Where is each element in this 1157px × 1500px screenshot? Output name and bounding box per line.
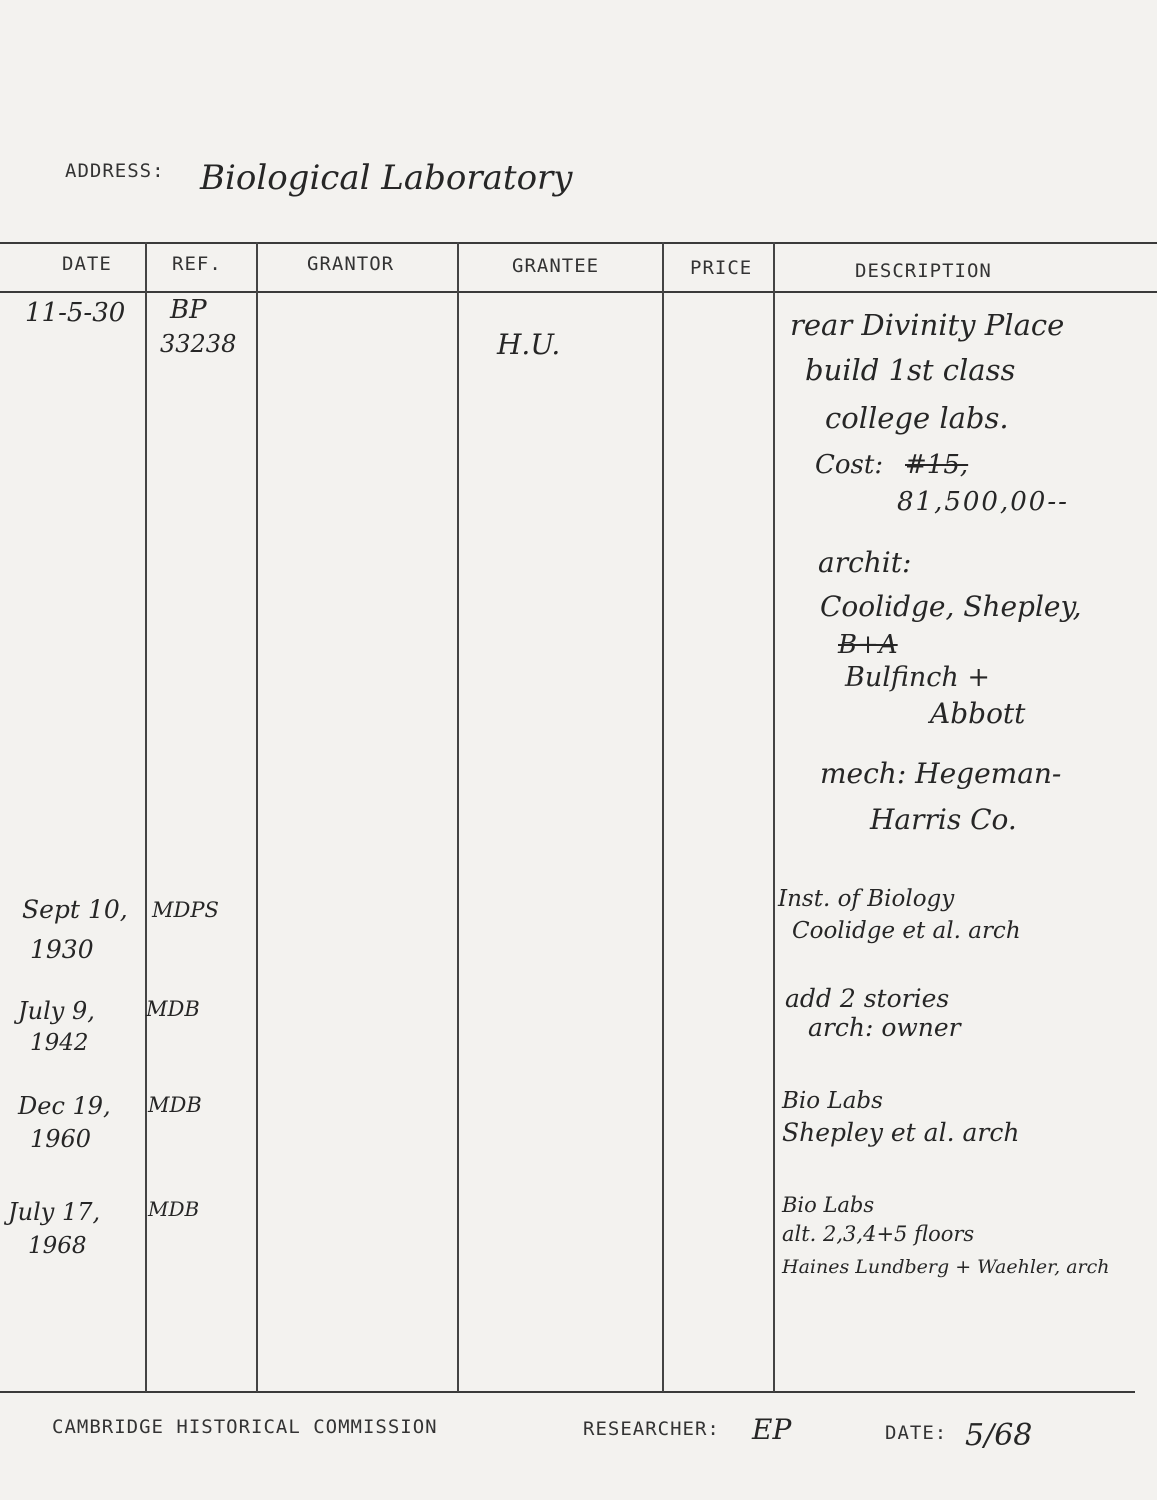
entry-description-line: Coolidge et al. arch	[792, 918, 1021, 944]
entry-description-line: mech: Hegeman-	[820, 757, 1062, 790]
entry-date: 1960	[30, 1125, 92, 1153]
entry-description-line: Shepley et al. arch	[782, 1118, 1020, 1147]
column-header-date: DATE	[62, 253, 112, 275]
column-header-grantee: GRANTEE	[512, 255, 600, 277]
entry-description-line: Bio Labs	[782, 1193, 875, 1217]
entry-ref: MDB	[148, 1197, 200, 1221]
entry-description-line: Bio Labs	[782, 1088, 883, 1114]
entry-date: July 17,	[8, 1198, 101, 1226]
table-bottom-rule	[0, 1391, 1135, 1393]
entry-date: July 9,	[18, 997, 95, 1025]
column-header-grantor: GRANTOR	[307, 253, 395, 275]
entry-description-line: 81,500,00--	[897, 487, 1069, 517]
table-top-rule	[0, 242, 1157, 244]
entry-date: 1930	[30, 935, 94, 964]
entry-ref: BP	[170, 295, 207, 325]
entry-description-line: college labs.	[825, 401, 1009, 435]
address-label: ADDRESS:	[65, 160, 165, 182]
entry-ref: MDPS	[152, 898, 219, 922]
entry-description-struck: #15,	[905, 450, 969, 480]
entry-description-struck: B+A	[838, 630, 898, 660]
column-divider	[145, 242, 147, 1392]
entry-description-line: arch: owner	[808, 1013, 961, 1042]
column-header-description: DESCRIPTION	[855, 260, 992, 282]
entry-date: 1942	[30, 1030, 89, 1056]
entry-date: Dec 19,	[18, 1092, 111, 1120]
entry-date: 11-5-30	[25, 298, 126, 328]
entry-description-line: archit:	[818, 546, 912, 579]
entry-description-line: rear Divinity Place	[790, 308, 1065, 342]
entry-description-line: add 2 stories	[785, 984, 950, 1013]
entry-description-line: Harris Co.	[870, 803, 1017, 836]
entry-description-line: build 1st class	[805, 353, 1016, 387]
footer-organization: CAMBRIDGE HISTORICAL COMMISSION	[52, 1416, 438, 1438]
footer-date-label: DATE:	[885, 1422, 948, 1444]
entry-ref: MDB	[146, 997, 200, 1021]
researcher-value: EP	[752, 1413, 792, 1446]
entry-description-line: Abbott	[930, 697, 1026, 730]
entry-description-line: Coolidge, Shepley,	[820, 590, 1082, 623]
entry-grantee: H.U.	[497, 328, 561, 361]
researcher-label: RESEARCHER:	[583, 1418, 720, 1440]
entry-description-line: Haines Lundberg + Waehler, arch	[782, 1256, 1110, 1278]
entry-ref: MDB	[148, 1093, 202, 1117]
column-header-ref: REF.	[172, 253, 222, 275]
entry-description-line: Cost:	[815, 450, 884, 480]
entry-description-line: Inst. of Biology	[778, 886, 955, 912]
column-divider	[773, 242, 775, 1392]
column-header-price: PRICE	[690, 257, 753, 279]
column-divider	[256, 242, 258, 1392]
entry-description-line: alt. 2,3,4+5 floors	[782, 1222, 975, 1246]
header-bottom-rule	[0, 291, 1157, 293]
column-divider	[457, 242, 459, 1392]
entry-date: 1968	[28, 1233, 87, 1259]
footer-date-value: 5/68	[965, 1418, 1033, 1453]
entry-description-line: Bulfinch +	[845, 662, 990, 693]
entry-ref: 33238	[160, 330, 237, 358]
column-divider	[662, 242, 664, 1392]
entry-date: Sept 10,	[22, 895, 128, 924]
address-value: Biological Laboratory	[200, 158, 573, 198]
